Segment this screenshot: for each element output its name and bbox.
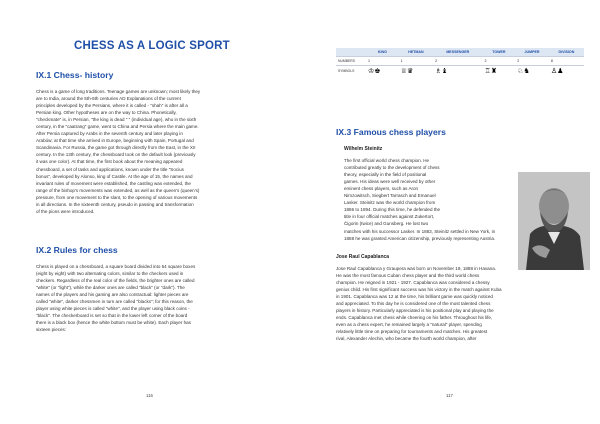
number-king: 1 [366,56,399,65]
steinitz-text-line: Lasker. Steinitz was the world champion from [344,200,436,206]
history-text-line: of the pions were introduced. [36,208,95,214]
history-text-line: it was one color). At that time, the first book about the meaning appeared [36,159,183,165]
history-text-line: Arabów; at that time she arrived in Europe, beginning with Spain, Portugal and [36,138,194,144]
history-text-line: bonus", developed by Alonso, king of Castile. At the age of 15, the names and [36,173,193,179]
capablanca-text-line: Jose Raul Capablanca y Graupera was born on November 19, 1888 in Havana. [336,266,496,271]
rules-text-line: "white" (or "light"), while the darker ones are called "black" (or "dark"). The [36,285,185,291]
steinitz-text-line: games. His ideas were well received by other [344,179,436,185]
queen-icon: ♕♛ [399,65,433,77]
table-row-symbols [336,65,584,77]
history-text-line: After Persia captured by Arabs in the seventh century and later playing in [36,131,183,137]
symbols-label: SYMBOLS [336,65,366,77]
history-text-line: century, in the "caatrang" game, went to China and Persia where the main game. [36,124,199,130]
rules-text-line: called "white", darker chessmen in turn are called "blacks"; for this reason, the [36,299,193,305]
rules-text-line: Chess is played on a chessboard, a square board divided into 64 square boxes [36,264,196,269]
steinitz-text-line: matches with his successor Lasker. In 1883, Steinitz settled in New York, in [344,229,496,234]
number-jumper: 2 [515,56,549,65]
history-text-line: "checkmate" is, in Persian, "the king is dead " " (individual age), who in the sixth [36,117,197,123]
history-text-line: Chess is a game of long traditions. Teenage games are unknown; most likely they [36,89,201,94]
rules-text-line: "black". The checkerboard is set so that in the lower left corner of the board [36,313,188,319]
capablanca-text-line: even as a chess expert, he remained largely a "natural" player, spending [336,322,482,328]
capablanca-text-line: champion. He reigned in 1921 - 1927. Capablanca was considered a chessy [336,280,490,286]
player-name-steinitz: Wilhelm Steinitz [344,146,383,152]
table-header-hetman: HETMAN [399,48,433,56]
history-text-line: pressure, from one movement to the slant, to the opening of various movements [36,194,198,200]
right-page [300,0,600,424]
page-number-right: 117 [446,393,453,398]
steinitz-text-line: Nimzowitsch, Siegbert Tarrasch and Emanuel [344,193,436,199]
history-text-line: invariant rules of movement were established, the castling was extended, the [36,180,191,186]
capablanca-text-line: players in history. Particularly appreciated is his positional play and playing the [336,308,494,314]
document-title: CHESS AS A LOGIC SPORT [74,40,230,52]
table-header-messenger: MESSENGER [433,48,482,56]
history-text-line: principles developed by the Persians, where it is called - "shah" is after all a [36,103,188,109]
steinitz-text-line: contributed greatly to the development of chess [344,165,440,171]
history-text-line: Scandinavia. For Russia, the game got through directly from the East, in the XII [36,145,196,151]
rules-text-line: names of the players and his gaming are also contractual: lighter pieces are [36,292,189,298]
steinitz-text-line: The first official world chess champion. He [344,158,430,163]
capablanca-text-line: relatively little time on preparing for tournaments and matches. His greatest [336,329,488,335]
history-text-line: century. In the 13th century, the chessboard took on the default look (previously [36,152,196,158]
capablanca-text-line: and appreciated. To this day he is considered one of the most talented chess [336,301,491,307]
history-text-line: are to India, around the 5th-6th centuries AD Explanations of the current [36,96,181,102]
rook-icon: ♖♜ [482,65,515,77]
pawn-icon: ♙♟ [549,65,584,77]
capablanca-text-line: He was the most famous Cuban chess player and the third world chess [336,273,480,279]
table-row-numbers [336,56,584,65]
history-text-line: Persian king. Other hypotheses are on the way to China. Phonetically, [36,110,177,116]
table-header-empty [336,48,366,56]
history-paragraph [36,88,268,215]
player-name-capablanca: Jose Raul Capablanca [336,254,390,260]
steinitz-text-line: Čigorin (twice) and Gunsberg. He lost two [344,221,429,227]
table-header-row [336,48,584,56]
knight-icon: ♘♞ [515,65,549,77]
numbers-label: NUMBERS [336,56,366,65]
rules-text-line: there is a black box (hence the white bottom must be white). Each player has [36,320,191,326]
capablanca-text-line: rival, Alexander Alechin, who became the fourth world champion, after [336,336,477,342]
steinitz-text-line: eminent chess players, such as Aron [344,186,419,192]
capablanca-paragraph [336,265,590,343]
steinitz-text-line: title in four official matches against Zukertort, [344,214,435,220]
number-tower: 2 [482,56,515,65]
number-division: 8 [549,56,584,65]
capablanca-text-line: in 1901. Capablanca was 12 at the time, his brilliant game was quickly noticed [336,294,493,300]
steinitz-text-line: theory, especially in the field of positional [344,172,427,178]
table-header-tower: TOWER [482,48,515,56]
chess-pieces-table [336,48,584,77]
history-text-line: chessboard, a set of tasks and applications, known under the title "Socius [36,166,184,172]
rules-text-line: player using white pieces is called "white", and the player using black coins - [36,306,190,312]
table-header-jumper: JUMPER [515,48,549,56]
section-heading-famous-players: IX.3 Famous chess players [336,127,446,137]
section-heading-rules: IX.2 Rules for chess [36,245,118,255]
table-header-king: KING [366,48,399,56]
bishop-icon: ♗♝ [433,65,482,77]
steinitz-text-line: 1886 to 1894. During this time, he defended the [344,207,441,213]
capablanca-text-line: ends. Capablanca met chess while cheering on his father. Throughout his life, [336,315,493,321]
steinitz-portrait [518,172,590,270]
steinitz-paragraph [344,157,514,227]
page-number-left: 116 [146,393,153,398]
section-heading-history: IX.1 Chess- history [36,70,114,80]
number-messenger: 2 [433,56,482,65]
history-text-line: range of the bishop's movements was extended, as well as the queen's (queen's) [36,187,200,193]
king-icon: ♔♚ [366,65,399,77]
rules-paragraph [36,263,268,333]
rules-text-line: (eight by eight) with two alternating colors, similar to the checkers used in [36,271,184,277]
rules-text-line: sixteen pieces: [36,327,67,333]
history-text-line: in all directions. In the sixteenth century, pseudo in passing and transformation [36,201,194,207]
steinitz-text-line: 1888 he was granted American citizenship, previously representing Austria. [344,236,496,242]
capablanca-text-line: genius child. His first significant success was his victory in the match against Kuba [336,287,502,293]
table-header-division: DIVISION [549,48,584,56]
number-hetman: 1 [399,56,433,65]
rules-text-line: checkers. Regardless of the real color of the fields, the brighter ones are called [36,278,195,284]
